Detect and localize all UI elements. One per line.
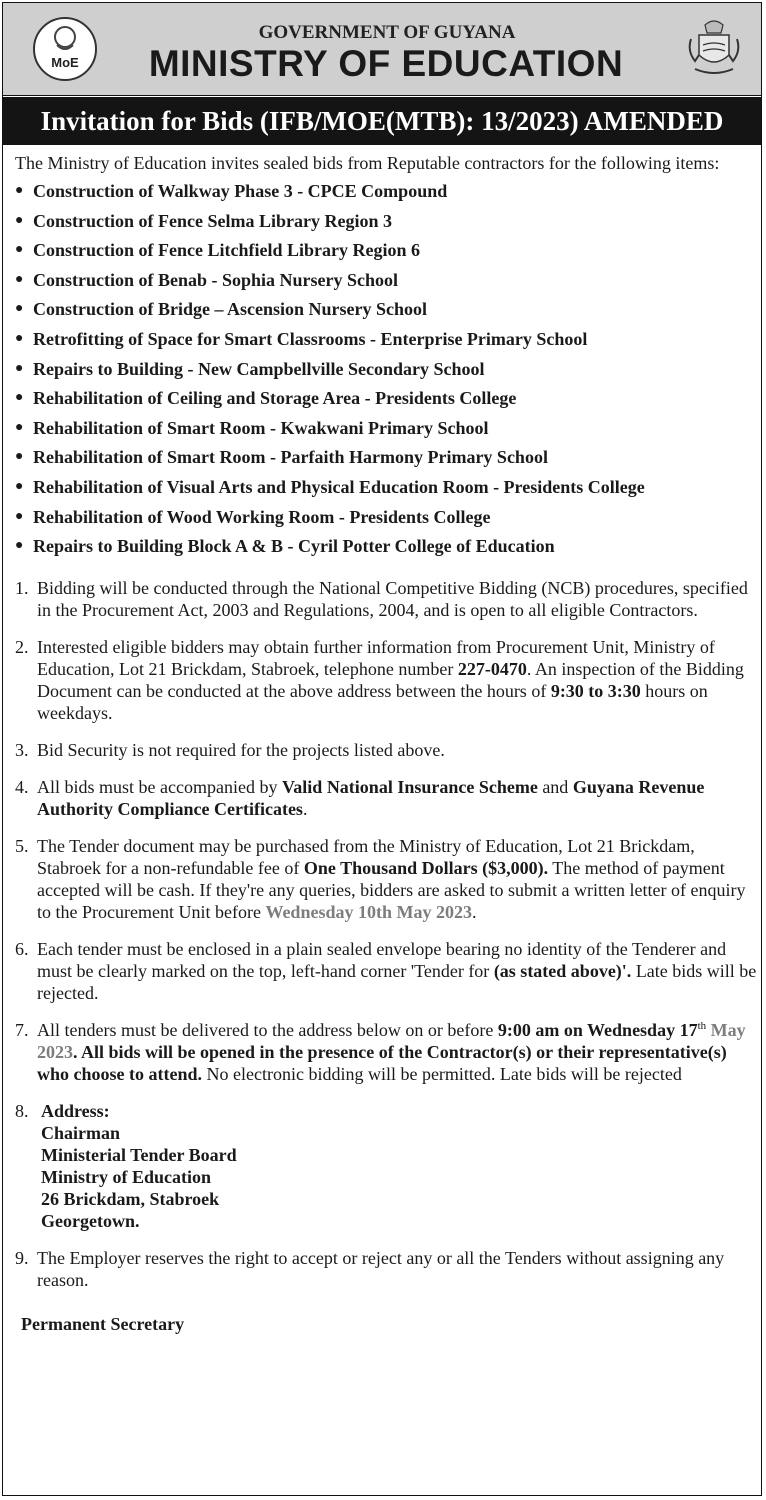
clause-text: The Employer reserves the right to accept or reject any or all the Tenders without assigning any reason. [37, 1247, 725, 1290]
tender-marking: (as stated above)'. [493, 960, 632, 981]
clause-text: Late bids will be rejected. [37, 960, 757, 1003]
clause-5 [15, 835, 757, 923]
address-label: Address: [41, 1100, 110, 1121]
clause-text: The Tender document may be purchased from the Ministry of Education, Lot 21 Brickdam, Stabroek for a non-refundable fee of [37, 835, 695, 878]
address-line: Georgetown. [41, 1210, 140, 1231]
clause-text: Interested eligible bidders may obtain further information from Procurement Unit, Ministry of Education, Lot 21 Brickdam, Stabroek, telephone number [37, 636, 715, 679]
list-item: ● Rehabilitation of Smart Room - Parfaith Harmony Primary School [15, 446, 757, 476]
clause-1 [15, 577, 757, 621]
clause-text: Each tender must be enclosed in a plain sealed envelope bearing no identity of the Tenderer and must be clearly marked on the top, left-hand corner 'Tender for [37, 938, 727, 981]
items-list [15, 180, 757, 565]
clause-number: 6. [15, 938, 29, 959]
clause-text: All bids must be accompanied by [37, 776, 282, 797]
clause-text: . [302, 798, 308, 819]
clause-number: 3. [15, 739, 29, 760]
clause-text: . [471, 901, 477, 922]
clause-number: 5. [15, 835, 29, 856]
list-item: ● Construction of Walkway Phase 3 - CPCE Compound [15, 180, 757, 210]
list-item: ● Construction of Bridge – Ascension Nursery School [15, 298, 757, 328]
date-suffix: th [697, 1019, 707, 1032]
inspection-hours: 9:30 to 3:30 [550, 680, 641, 701]
list-item: ● Repairs to Building - New Campbellville Secondary School [15, 358, 757, 388]
clause-text: No electronic bidding will be permitted. Late bids will be rejected [202, 1063, 682, 1084]
clause-9 [15, 1247, 757, 1291]
government-title: GOVERNMENT OF GUYANA [258, 22, 516, 43]
telephone-number: 227-0470 [457, 658, 527, 679]
clause-3 [15, 739, 757, 761]
ministry-title: MINISTRY OF EDUCATION [148, 43, 624, 84]
gra-requirement: Guyana Revenue Authority Compliance Certificates [37, 776, 705, 819]
coat-of-arms-icon [681, 15, 747, 81]
tender-fee: One Thousand Dollars ($3,000). [303, 857, 549, 878]
address-block [37, 1100, 757, 1232]
opening-note: . All bids will be opened in the presence of the Contractor(s) or their representative(s) who choose to attend. [37, 1041, 727, 1084]
list-item: ● Rehabilitation of Visual Arts and Physical Education Room - Presidents College [15, 476, 757, 506]
clause-7 [15, 1019, 757, 1085]
clause-number: 7. [15, 1019, 29, 1040]
clause-text: Bid Security is not required for the projects listed above. [37, 739, 445, 760]
submission-time: 9:00 am on Wednesday 17 [497, 1019, 698, 1040]
clause-text: hours on weekdays. [37, 680, 708, 723]
list-item: ● Construction of Fence Litchfield Library Region 6 [15, 239, 757, 269]
address-line: Ministry of Education [41, 1166, 212, 1187]
clause-text: . An inspection of the Bidding Document can be conducted at the above address between the hours of [37, 658, 744, 701]
clause-text: All tenders must be delivered to the address below on or before [37, 1019, 498, 1040]
list-item: ● Construction of Fence Selma Library Region 3 [15, 210, 757, 240]
clause-number: 9. [15, 1247, 29, 1268]
address-line: Ministerial Tender Board [41, 1144, 237, 1165]
clause-2 [15, 636, 757, 724]
list-item: ● Retrofitting of Space for Smart Classrooms - Enterprise Primary School [15, 328, 757, 358]
address-line: Chairman [41, 1122, 121, 1143]
list-item: ● Rehabilitation of Smart Room - Kwakwani Primary School [15, 417, 757, 447]
clause-number: 2. [15, 636, 29, 657]
clause-8 [15, 1100, 757, 1232]
clause-text: and [537, 776, 573, 797]
enquiry-deadline: Wednesday 10th May 2023 [265, 901, 472, 922]
submission-date: May 2023 [37, 1019, 746, 1062]
nis-requirement: Valid National Insurance Scheme [281, 776, 538, 797]
clause-6 [15, 938, 757, 1004]
clause-4 [15, 776, 757, 820]
list-item: ● Rehabilitation of Ceiling and Storage Area - Presidents College [15, 387, 757, 417]
list-item: ● Construction of Benab - Sophia Nursery School [15, 269, 757, 299]
clause-number: 4. [15, 776, 29, 797]
intro-text: The Ministry of Education invites sealed bids from Reputable contractors for the following items: [15, 153, 720, 173]
bid-title-banner: Invitation for Bids (IFB/MOE(MTB): 13/2023) AMENDED [3, 97, 761, 145]
logo-text: MoE [51, 55, 79, 70]
header [3, 3, 761, 96]
list-item: ● Rehabilitation of Wood Working Room - Presidents College [15, 506, 757, 536]
clause-text: Bidding will be conducted through the National Competitive Bidding (NCB) procedures, specified in the Procurement Act, 2003 and Regulations, 2004, and is open to all eligible Contractors. [37, 577, 748, 620]
address-line: 26 Brickdam, Stabroek [41, 1188, 220, 1209]
clause-text: The method of payment accepted will be cash. If they're any queries, bidders are asked to submit a written letter of enquiry to the Procurement Unit before [37, 857, 746, 922]
advertisement [2, 2, 762, 1496]
list-item: ● Repairs to Building Block A & B - Cyril Potter College of Education [15, 535, 757, 565]
clause-number: 8. [15, 1100, 29, 1121]
signoff: Permanent Secretary [21, 1313, 185, 1334]
clause-number: 1. [15, 577, 29, 598]
body [15, 152, 757, 1335]
